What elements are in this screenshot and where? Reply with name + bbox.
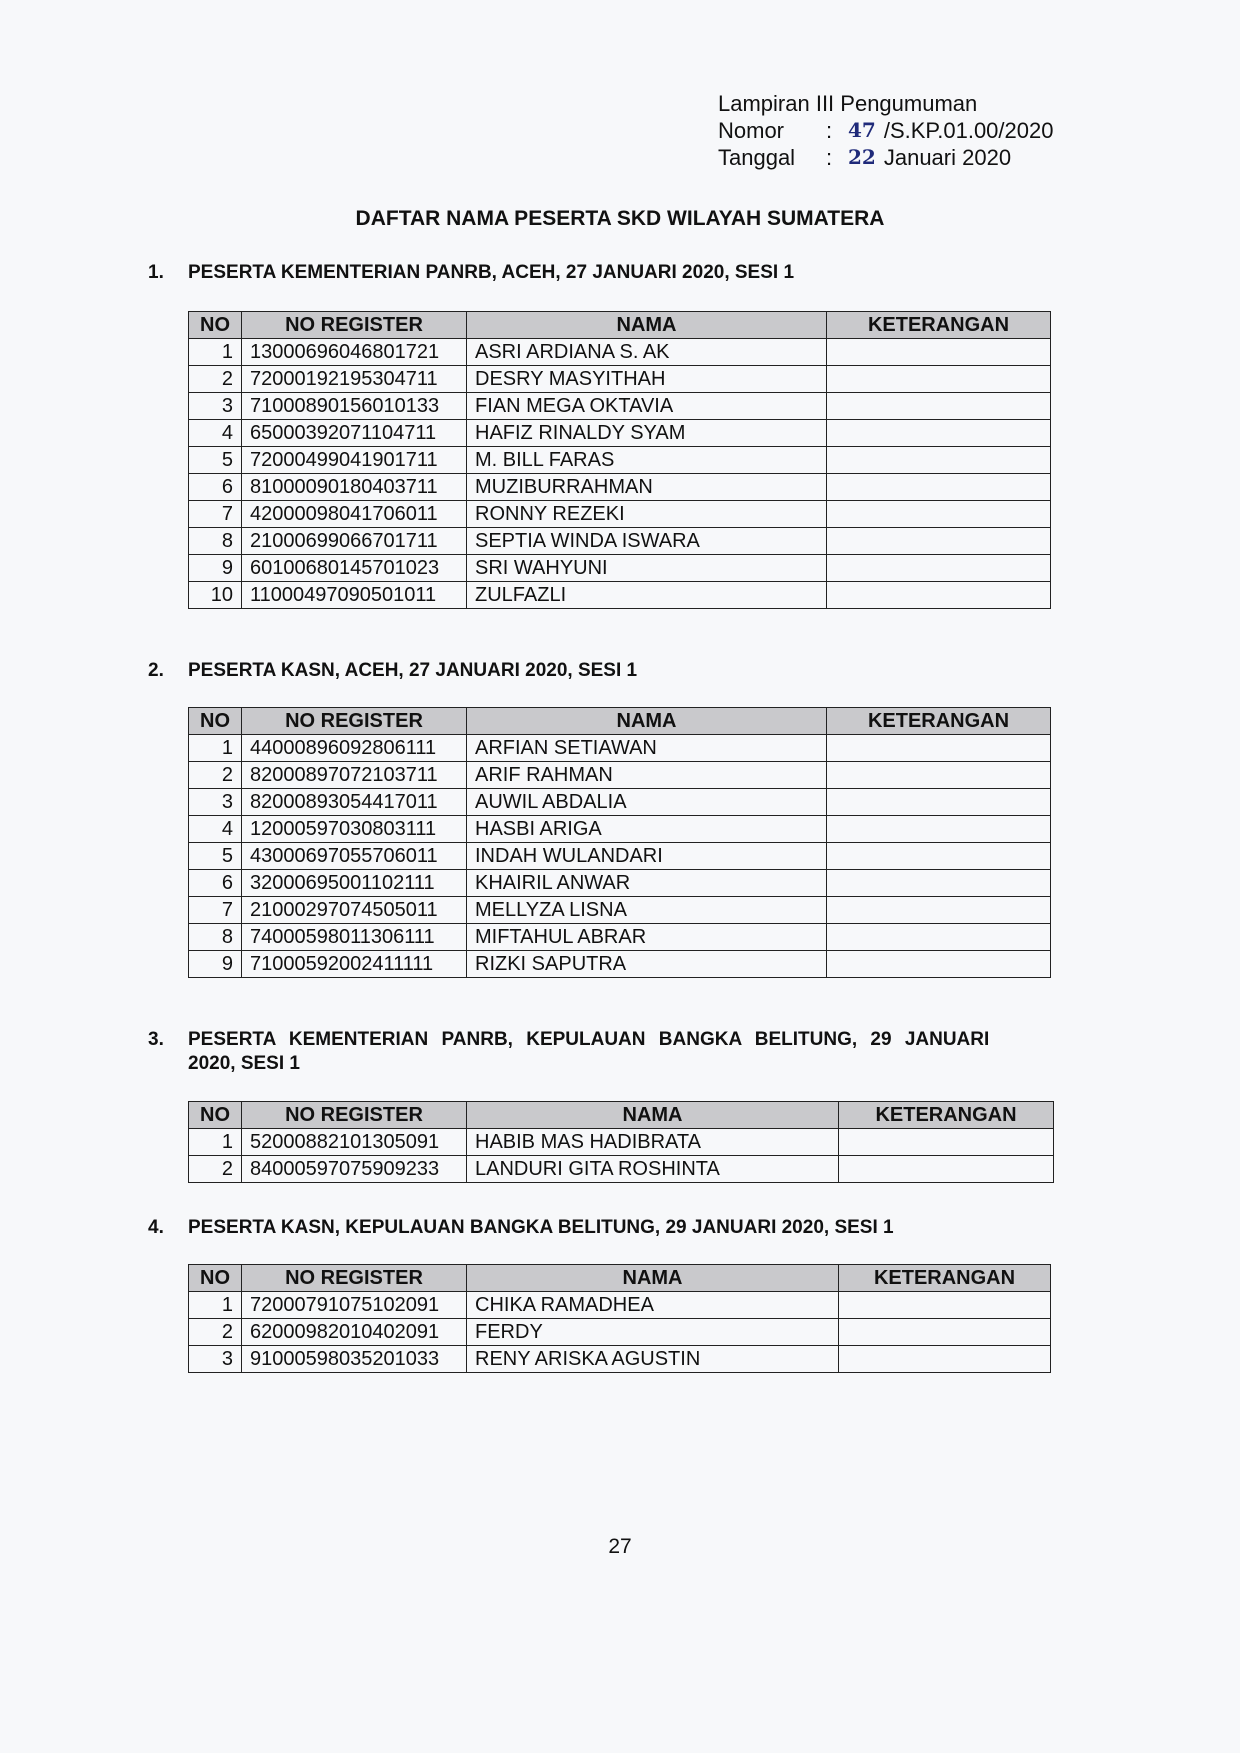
cell-keterangan	[827, 816, 1051, 843]
cell-keterangan	[827, 870, 1051, 897]
cell-register: 21000699066701711	[242, 528, 467, 555]
column-header-no: NO	[189, 312, 242, 339]
section-title-line-2: 2020, SESI 1	[188, 1053, 300, 1074]
cell-nama: HASBI ARIGA	[467, 816, 827, 843]
cell-nama: DESRY MASYITHAH	[467, 366, 827, 393]
cell-nama: INDAH WULANDARI	[467, 843, 827, 870]
table-header-row	[189, 312, 1051, 339]
column-header-nama: NAMA	[467, 708, 827, 735]
table-row	[189, 816, 1051, 843]
cell-register: 81000090180403711	[242, 474, 467, 501]
cell-no: 1	[189, 1129, 242, 1156]
cell-keterangan	[827, 420, 1051, 447]
table-header-row	[189, 708, 1051, 735]
cell-no: 9	[189, 555, 242, 582]
cell-no: 7	[189, 501, 242, 528]
column-header-keterangan: KETERANGAN	[839, 1265, 1051, 1292]
cell-nama: ASRI ARDIANA S. AK	[467, 339, 827, 366]
table-header-row	[189, 1265, 1051, 1292]
cell-register: 62000982010402091	[242, 1319, 467, 1346]
cell-keterangan	[827, 474, 1051, 501]
cell-register: 44000896092806111	[242, 735, 467, 762]
table-row	[189, 735, 1051, 762]
table-row	[189, 924, 1051, 951]
table-row	[189, 789, 1051, 816]
cell-keterangan	[827, 789, 1051, 816]
cell-keterangan	[827, 393, 1051, 420]
cell-register: 52000882101305091	[242, 1129, 467, 1156]
cell-nama: RENY ARISKA AGUSTIN	[467, 1346, 839, 1373]
document-title: DAFTAR NAMA PESERTA SKD WILAYAH SUMATERA	[355, 207, 885, 230]
table-header-row	[189, 1102, 1054, 1129]
page-number: 27	[608, 1535, 632, 1558]
table-row	[189, 528, 1051, 555]
section-title: PESERTA KASN, ACEH, 27 JANUARI 2020, SESI 1	[188, 660, 638, 681]
table-row	[189, 762, 1051, 789]
column-header-nama: NAMA	[467, 312, 827, 339]
cell-nama: HABIB MAS HADIBRATA	[467, 1129, 839, 1156]
cell-keterangan	[839, 1319, 1051, 1346]
cell-keterangan	[827, 528, 1051, 555]
cell-register: 72000499041901711	[242, 447, 467, 474]
cell-nama: ZULFAZLI	[467, 582, 827, 609]
attachment-title	[718, 90, 1053, 117]
column-header-keterangan: KETERANGAN	[827, 312, 1051, 339]
cell-register: 21000297074505011	[242, 897, 467, 924]
table-row	[189, 870, 1051, 897]
column-header-register: NO REGISTER	[242, 1102, 467, 1129]
cell-register: 11000497090501011	[242, 582, 467, 609]
cell-nama: FIAN MEGA OKTAVIA	[467, 393, 827, 420]
cell-nama: SEPTIA WINDA ISWARA	[467, 528, 827, 555]
nomor-value: /S.KP.01.00/2020	[883, 118, 1054, 143]
section-2-heading	[148, 659, 1092, 683]
table-row	[189, 1292, 1051, 1319]
cell-register: 71000592002411111	[242, 951, 467, 978]
cell-register: 60100680145701023	[242, 555, 467, 582]
table-row	[189, 339, 1051, 366]
cell-no: 2	[189, 1156, 242, 1183]
cell-nama: RIZKI SAPUTRA	[467, 951, 827, 978]
tanggal-colon: :	[826, 145, 833, 170]
cell-keterangan	[827, 366, 1051, 393]
cell-no: 3	[189, 393, 242, 420]
cell-nama: ARIF RAHMAN	[467, 762, 827, 789]
column-header-keterangan: KETERANGAN	[839, 1102, 1054, 1129]
nomor-handwritten: 47	[848, 118, 876, 142]
cell-register: 71000890156010133	[242, 393, 467, 420]
cell-register: 84000597075909233	[242, 1156, 467, 1183]
tanggal-value: Januari 2020	[883, 145, 1012, 170]
cell-nama: MELLYZA LISNA	[467, 897, 827, 924]
cell-register: 72000791075102091	[242, 1292, 467, 1319]
table-row	[189, 420, 1051, 447]
column-header-nama: NAMA	[467, 1265, 839, 1292]
column-header-no: NO	[189, 1265, 242, 1292]
cell-nama: RONNY REZEKI	[467, 501, 827, 528]
cell-keterangan	[839, 1292, 1051, 1319]
table-row	[189, 366, 1051, 393]
table-row	[189, 1319, 1051, 1346]
section-1-heading	[148, 261, 1092, 285]
cell-keterangan	[827, 762, 1051, 789]
section-title-line-1: PESERTA KEMENTERIAN PANRB, KEPULAUAN BANGKA BELITUNG, 29 JANUARI	[188, 1029, 990, 1050]
cell-register: 65000392071104711	[242, 420, 467, 447]
cell-no: 2	[189, 1319, 242, 1346]
column-header-no: NO	[189, 1102, 242, 1129]
table-row	[189, 555, 1051, 582]
cell-no: 6	[189, 474, 242, 501]
cell-keterangan	[827, 501, 1051, 528]
cell-keterangan	[827, 897, 1051, 924]
attachment-header	[718, 90, 1053, 171]
cell-no: 1	[189, 1292, 242, 1319]
cell-no: 5	[189, 447, 242, 474]
cell-register: 12000597030803111	[242, 816, 467, 843]
cell-keterangan	[839, 1346, 1051, 1373]
cell-keterangan	[827, 843, 1051, 870]
tanggal-label: Tanggal	[718, 145, 796, 170]
cell-keterangan	[827, 339, 1051, 366]
cell-register: 13000696046801721	[242, 339, 467, 366]
section-4-heading	[148, 1216, 1092, 1240]
section-number: 4.	[148, 1217, 164, 1238]
cell-register: 32000695001102111	[242, 870, 467, 897]
table-row	[189, 501, 1051, 528]
section-number: 2.	[148, 660, 164, 681]
table-row	[189, 1129, 1054, 1156]
column-header-no: NO	[189, 708, 242, 735]
section-2-table	[188, 707, 1051, 978]
cell-keterangan	[839, 1129, 1054, 1156]
table-row	[189, 474, 1051, 501]
section-3-table	[188, 1101, 1054, 1183]
cell-register: 43000697055706011	[242, 843, 467, 870]
cell-no: 2	[189, 762, 242, 789]
section-title: PESERTA KEMENTERIAN PANRB, ACEH, 27 JANUARI 2020, SESI 1	[188, 262, 795, 283]
table-row	[189, 393, 1051, 420]
table-row	[189, 897, 1051, 924]
section-number: 3.	[148, 1029, 164, 1050]
table-row	[189, 447, 1051, 474]
cell-no: 10	[189, 582, 242, 609]
section-1-table	[188, 311, 1051, 609]
section-number: 1.	[148, 262, 164, 283]
cell-no: 2	[189, 366, 242, 393]
table-row	[189, 582, 1051, 609]
cell-no: 1	[189, 735, 242, 762]
cell-keterangan	[839, 1156, 1054, 1183]
cell-no: 8	[189, 924, 242, 951]
cell-keterangan	[827, 735, 1051, 762]
cell-nama: MUZIBURRAHMAN	[467, 474, 827, 501]
cell-nama: AUWIL ABDALIA	[467, 789, 827, 816]
nomor-label: Nomor	[718, 118, 785, 143]
cell-register: 42000098041706011	[242, 501, 467, 528]
cell-nama: SRI WAHYUNI	[467, 555, 827, 582]
cell-keterangan	[827, 951, 1051, 978]
cell-no: 1	[189, 339, 242, 366]
table-row	[189, 1156, 1054, 1183]
cell-nama: CHIKA RAMADHEA	[467, 1292, 839, 1319]
cell-keterangan	[827, 447, 1051, 474]
cell-register: 74000598011306111	[242, 924, 467, 951]
cell-no: 5	[189, 843, 242, 870]
cell-nama: MIFTAHUL ABRAR	[467, 924, 827, 951]
nomor-line	[718, 117, 1053, 144]
cell-no: 3	[189, 789, 242, 816]
cell-no: 4	[189, 816, 242, 843]
column-header-keterangan: KETERANGAN	[827, 708, 1051, 735]
column-header-nama: NAMA	[467, 1102, 839, 1129]
cell-keterangan	[827, 582, 1051, 609]
column-header-register: NO REGISTER	[242, 312, 467, 339]
section-4-table	[188, 1264, 1051, 1373]
cell-nama: HAFIZ RINALDY SYAM	[467, 420, 827, 447]
column-header-register: NO REGISTER	[242, 708, 467, 735]
section-3-heading	[148, 1028, 1092, 1076]
cell-nama: KHAIRIL ANWAR	[467, 870, 827, 897]
section-title	[188, 1028, 1092, 1076]
cell-register: 82000893054417011	[242, 789, 467, 816]
cell-no: 3	[189, 1346, 242, 1373]
cell-nama: FERDY	[467, 1319, 839, 1346]
cell-keterangan	[827, 924, 1051, 951]
cell-register: 82000897072103711	[242, 762, 467, 789]
section-title: PESERTA KASN, KEPULAUAN BANGKA BELITUNG, 29 JANUARI 2020, SESI 1	[188, 1217, 894, 1238]
nomor-colon: :	[826, 118, 833, 143]
cell-no: 6	[189, 870, 242, 897]
tanggal-handwritten: 22	[848, 145, 876, 169]
tanggal-line	[718, 144, 1053, 171]
table-row	[189, 843, 1051, 870]
cell-register: 91000598035201033	[242, 1346, 467, 1373]
cell-register: 72000192195304711	[242, 366, 467, 393]
cell-no: 4	[189, 420, 242, 447]
attachment-title-text: Lampiran III Pengumuman	[718, 91, 978, 116]
table-row	[189, 1346, 1051, 1373]
cell-no: 8	[189, 528, 242, 555]
cell-keterangan	[827, 555, 1051, 582]
cell-nama: M. BILL FARAS	[467, 447, 827, 474]
cell-no: 9	[189, 951, 242, 978]
cell-no: 7	[189, 897, 242, 924]
cell-nama: ARFIAN SETIAWAN	[467, 735, 827, 762]
column-header-register: NO REGISTER	[242, 1265, 467, 1292]
cell-nama: LANDURI GITA ROSHINTA	[467, 1156, 839, 1183]
table-row	[189, 951, 1051, 978]
